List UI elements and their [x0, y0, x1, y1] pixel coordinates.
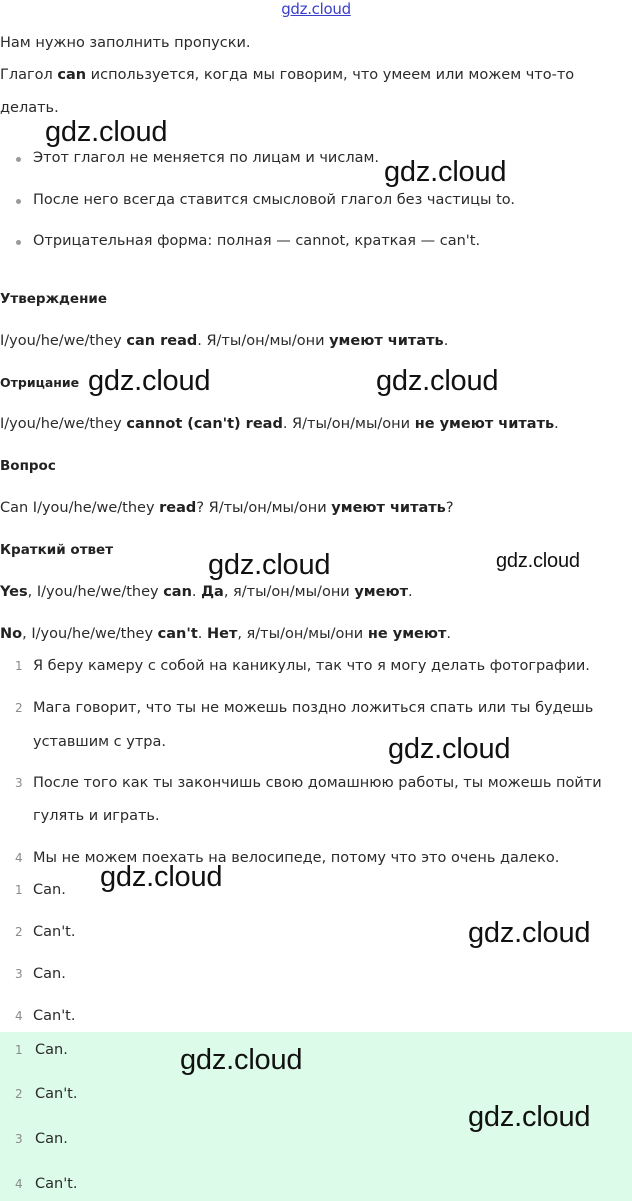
final-answer-item: 1 Can. — [15, 1042, 68, 1058]
heading-affirmative: Утверждение — [0, 291, 108, 307]
translation-item: 3 После того как ты закончишь свою домашнюю работы, ты можешь пойти — [15, 775, 602, 791]
translation-item-continuation: уставшим с утра. — [33, 734, 166, 750]
translation-item-continuation: гулять и играть. — [33, 808, 160, 824]
watermark: gdz.cloud — [468, 917, 591, 949]
intro-line-2: Глагол can используется, когда мы говорим, что умеем или можем что-то — [0, 67, 575, 83]
final-answer-item: 4 Can't. — [15, 1176, 78, 1192]
heading-question: Вопрос — [0, 458, 56, 474]
answer-item: 4 Can't. — [15, 1008, 76, 1024]
intro-line-3: делать. — [0, 100, 59, 116]
translation-item: 4 Мы не можем поехать на велосипеде, потому что это очень далеко. — [15, 850, 560, 866]
affirmative-example: I/you/he/we/they can read. Я/ты/он/мы/они умеют читать. — [0, 333, 449, 349]
bullet-dot-icon — [16, 199, 21, 204]
question-example: Can I/you/he/we/they read? Я/ты/он/мы/они умеют читать? — [0, 500, 454, 516]
watermark: gdz.cloud — [388, 733, 511, 765]
intro-line-1: Нам нужно заполнить пропуски. — [0, 35, 251, 51]
translation-item: 1 Я беру камеру с собой на каникулы, так что я могу делать фотографии. — [15, 658, 590, 674]
answer-item: 2 Can't. — [15, 924, 76, 940]
final-answer-item: 2 Can't. — [15, 1086, 78, 1102]
short-answer-no: No, I/you/he/we/they can't. Нет, я/ты/он/мы/они не умеют. — [0, 626, 451, 642]
watermark: gdz.cloud — [376, 365, 499, 397]
final-answer-item: 3 Can. — [15, 1131, 68, 1147]
bullet-dot-icon — [16, 157, 21, 162]
short-answer-yes: Yes, I/you/he/we/they can. Да, я/ты/он/мы/они умеют. — [0, 584, 413, 600]
watermark: gdz.cloud — [100, 861, 223, 893]
heading-short-answer: Краткий ответ — [0, 542, 114, 558]
watermark: gdz.cloud — [496, 550, 580, 572]
watermark: gdz.cloud — [384, 156, 507, 188]
watermark: gdz.cloud — [88, 365, 211, 397]
answer-item: 3 Can. — [15, 966, 66, 982]
answer-item: 1 Can. — [15, 882, 66, 898]
watermark: gdz.cloud — [208, 549, 331, 581]
watermark: gdz.cloud — [45, 116, 168, 148]
negative-example: I/you/he/we/they cannot (can't) read. Я/ты/он/мы/они не умеют читать. — [0, 416, 559, 432]
translation-item: 2 Мага говорит, что ты не можешь поздно ложиться спать или ты будешь — [15, 700, 594, 716]
site-logo-link[interactable]: gdz.cloud — [281, 0, 351, 18]
bullet-dot-icon — [16, 240, 21, 245]
watermark: gdz.cloud — [180, 1044, 303, 1076]
watermark: gdz.cloud — [468, 1101, 591, 1133]
heading-negative: Отрицание — [0, 375, 80, 390]
